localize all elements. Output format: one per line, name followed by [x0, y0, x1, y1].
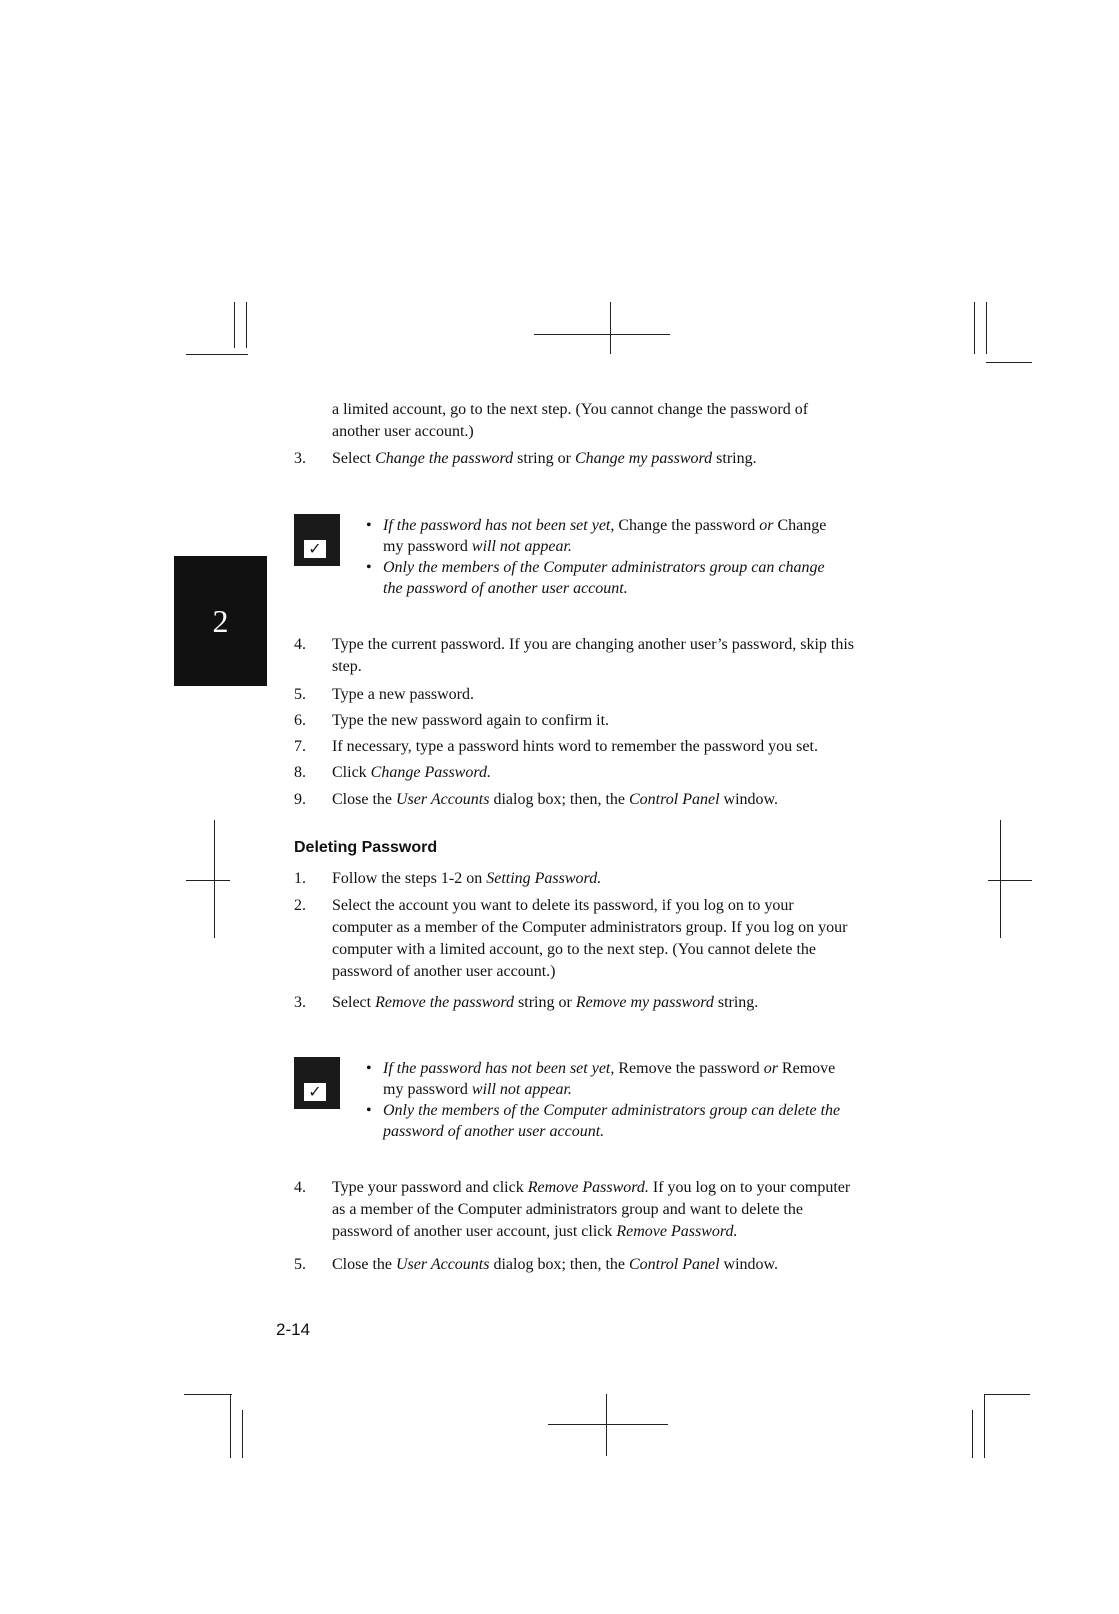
- list-item: 2. Select the account you want to delete its password, if you log on to your computer as a member of the Computer administrators group. If you log on your computer with a limited account, go to the next step. (You cannot delete the password of another user account.): [294, 897, 848, 980]
- list-item: 4. Type your password and click Remove Password. If you log on to your computer as a member of the Computer administrators group and want to delete the password of another user account, just click Remove Password.: [294, 1179, 851, 1240]
- crop-mark: [972, 1410, 973, 1458]
- chapter-tab: 2: [174, 556, 267, 686]
- crop-mark: [214, 820, 215, 938]
- list-item: 3. Select Change the password string or Change my password string.: [294, 450, 757, 467]
- list-item: 4. Type the current password. If you are changing another user’s password, skip this step.: [294, 636, 855, 675]
- crop-mark: [230, 1394, 231, 1458]
- note-box: [366, 515, 926, 599]
- note-bullet: • If the password has not been set yet, Remove the password or Remove my password will not appear.: [366, 1060, 836, 1098]
- list-item: 9. Close the User Accounts dialog box; then, the Control Panel window.: [294, 791, 779, 808]
- crop-mark: [548, 1424, 668, 1425]
- list-item: 1. Follow the steps 1-2 on Setting Password.: [294, 870, 602, 887]
- checkmark-note-icon: ✓: [294, 1057, 340, 1109]
- crop-mark: [610, 302, 611, 354]
- note-bullet: • Only the members of the Computer administrators group can delete the password of another user account.: [366, 1102, 841, 1140]
- crop-mark: [988, 880, 1032, 881]
- list-item: 5. Close the User Accounts dialog box; then, the Control Panel window.: [294, 1256, 779, 1273]
- list-item: 3. Select Remove the password string or Remove my password string.: [294, 994, 759, 1011]
- checkmark-note-icon: ✓: [294, 514, 340, 566]
- section-heading: Deleting Password: [294, 839, 438, 856]
- crop-mark: [534, 334, 670, 335]
- note-bullet: • If the password has not been set yet, Change the password or Change my password will not appear.: [366, 517, 827, 555]
- list-item: 6. Type the new password again to confirm it.: [294, 712, 610, 729]
- crop-mark: [186, 354, 248, 355]
- note-bullet: • Only the members of the Computer administrators group can change the password of another user account.: [366, 559, 825, 597]
- crop-mark: [234, 302, 235, 348]
- list-item: 7. If necessary, type a password hints word to remember the password you set.: [294, 738, 818, 755]
- crop-mark: [1000, 820, 1001, 938]
- list-item: 8. Click Change Password.: [294, 764, 491, 781]
- page-number: 2-14: [276, 1320, 311, 1339]
- crop-mark: [984, 1394, 985, 1458]
- list-item: 5. Type a new password.: [294, 686, 474, 703]
- crop-mark: [606, 1394, 607, 1456]
- continuation-text: a limited account, go to the next step. (You cannot change the password of another user account.): [332, 401, 809, 440]
- crop-mark: [984, 1394, 1030, 1395]
- crop-mark: [242, 1410, 243, 1458]
- crop-mark: [246, 302, 247, 348]
- note-box: [366, 1058, 926, 1142]
- crop-mark: [986, 362, 1032, 363]
- crop-mark: [974, 302, 975, 354]
- crop-mark: [986, 302, 987, 354]
- crop-mark: [184, 1394, 232, 1395]
- crop-mark: [186, 880, 230, 881]
